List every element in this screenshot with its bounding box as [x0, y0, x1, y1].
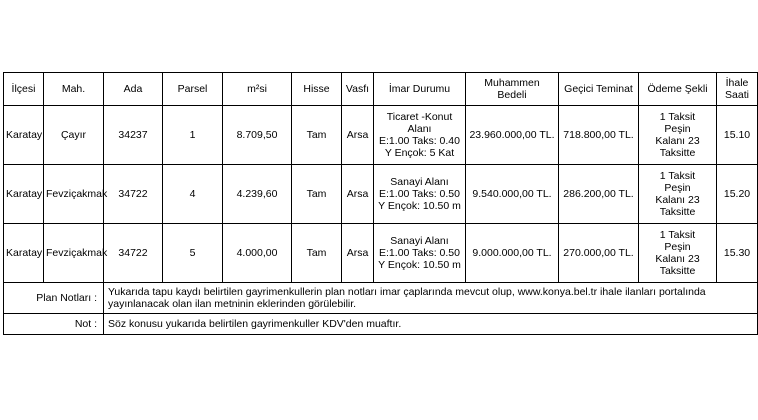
header-imar: İmar Durumu: [374, 73, 466, 106]
cell-imar: Ticaret -Konut Alanı E:1.00 Taks: 0.40 Y Ençok: 5 Kat: [374, 106, 466, 165]
header-m2: m²si: [223, 73, 292, 106]
cell-saat: 15.20: [717, 165, 758, 224]
auction-table-container: [3, 72, 751, 335]
cell-hisse: Tam: [292, 106, 342, 165]
cell-m2: 4.239,60: [223, 165, 292, 224]
cell-ilce: Karatay: [4, 165, 44, 224]
cell-ada: 34722: [104, 224, 163, 283]
cell-odeme: 1 Taksit Peşin Kalanı 23 Taksitte: [639, 224, 717, 283]
not-row: [4, 314, 758, 335]
cell-odeme: 1 Taksit Peşin Kalanı 23 Taksitte: [639, 165, 717, 224]
header-parsel: Parsel: [163, 73, 223, 106]
table-row: [4, 224, 758, 283]
header-saat: İhale Saati: [717, 73, 758, 106]
cell-teminat: 286.200,00 TL.: [559, 165, 639, 224]
cell-mahalle: Fevziçakmak: [44, 224, 104, 283]
table-row: [4, 165, 758, 224]
header-hisse: Hisse: [292, 73, 342, 106]
header-row: [4, 73, 758, 106]
header-vasfi: Vasfı: [342, 73, 374, 106]
cell-saat: 15.10: [717, 106, 758, 165]
cell-parsel: 4: [163, 165, 223, 224]
cell-hisse: Tam: [292, 224, 342, 283]
cell-mahalle: Fevziçakmak: [44, 165, 104, 224]
cell-imar: Sanayi Alanı E:1.00 Taks: 0.50 Y Ençok: 10.50 m: [374, 224, 466, 283]
cell-mahalle: Çayır: [44, 106, 104, 165]
cell-teminat: 718.800,00 TL.: [559, 106, 639, 165]
not-text: Söz konusu yukarıda belirtilen gayrimenkuller KDV'den muaftır.: [104, 314, 758, 335]
cell-ilce: Karatay: [4, 106, 44, 165]
plan-notes-label: Plan Notları :: [4, 283, 104, 314]
cell-bedel: 9.540.000,00 TL.: [466, 165, 559, 224]
cell-ada: 34722: [104, 165, 163, 224]
auction-table: [3, 72, 758, 335]
cell-hisse: Tam: [292, 165, 342, 224]
cell-parsel: 1: [163, 106, 223, 165]
plan-notes-row: [4, 283, 758, 314]
header-bedel: Muhammen Bedeli: [466, 73, 559, 106]
cell-vasfi: Arsa: [342, 165, 374, 224]
cell-bedel: 23.960.000,00 TL.: [466, 106, 559, 165]
plan-notes-text: Yukarıda tapu kaydı belirtilen gayrimenkullerin plan notları imar çaplarında mevcut olup, www.konya.bel.tr ihale ilanları portalında yayınlanacak olan ilan metninin eklerinden görülebilir.: [104, 283, 758, 314]
header-ada: Ada: [104, 73, 163, 106]
cell-teminat: 270.000,00 TL.: [559, 224, 639, 283]
header-odeme: Ödeme Şekli: [639, 73, 717, 106]
cell-bedel: 9.000.000,00 TL.: [466, 224, 559, 283]
cell-vasfi: Arsa: [342, 224, 374, 283]
cell-saat: 15.30: [717, 224, 758, 283]
header-mahalle: Mah.: [44, 73, 104, 106]
table-row: [4, 106, 758, 165]
cell-vasfi: Arsa: [342, 106, 374, 165]
header-ilce: İlçesi: [4, 73, 44, 106]
cell-ada: 34237: [104, 106, 163, 165]
cell-odeme: 1 Taksit Peşin Kalanı 23 Taksitte: [639, 106, 717, 165]
cell-parsel: 5: [163, 224, 223, 283]
cell-m2: 4.000,00: [223, 224, 292, 283]
cell-m2: 8.709,50: [223, 106, 292, 165]
header-teminat: Geçici Teminat: [559, 73, 639, 106]
not-label: Not :: [4, 314, 104, 335]
cell-ilce: Karatay: [4, 224, 44, 283]
cell-imar: Sanayi Alanı E:1.00 Taks: 0.50 Y Ençok: 10.50 m: [374, 165, 466, 224]
